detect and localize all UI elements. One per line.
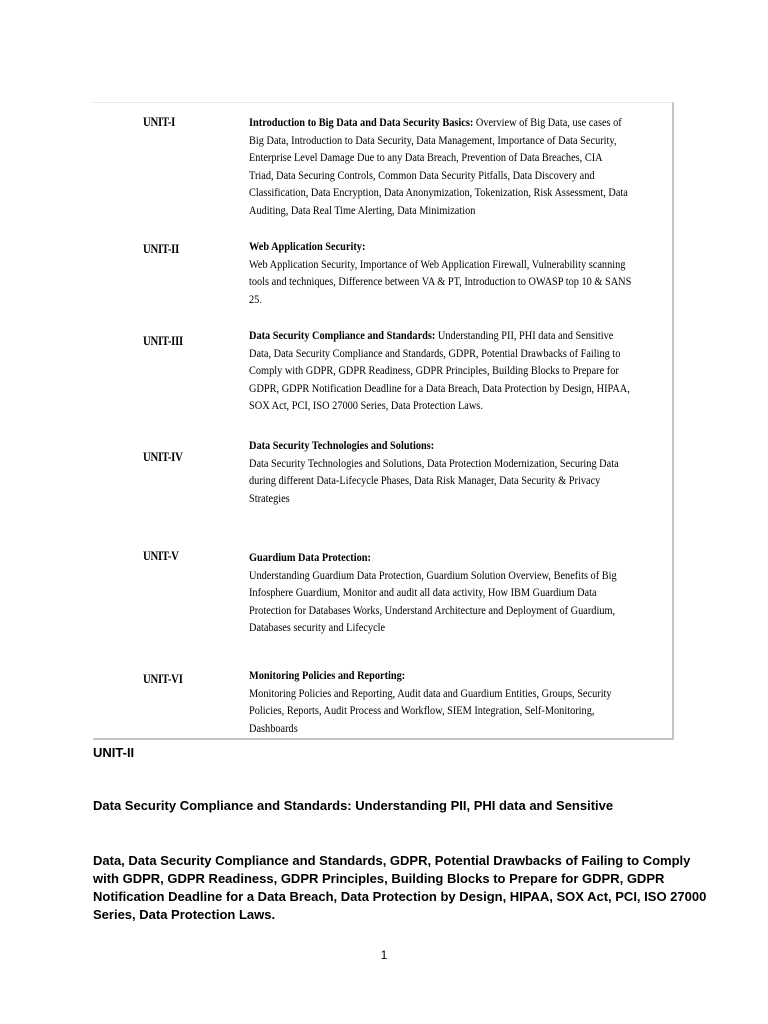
- unit-heading: Introduction to Big Data and Data Security Basics:: [249, 115, 474, 129]
- unit-label: UNIT-I: [143, 115, 176, 129]
- unit-description: Guardium Data Protection: Understanding Guardium Data Protection, Guardium Solution Overview, Benefits of Big Infosphere Guardium, Monitor and audit all data activity, How IBM Guardium Data Protection for Databases Works, Understand Architecture and Deployment of Guardium, Databases security and Lifecycle: [249, 550, 617, 634]
- unit-heading: Monitoring Policies and Reporting:: [249, 668, 406, 682]
- body-paragraph: Data, Data Security Compliance and Standards, GDPR, Potential Drawbacks of Failing to Comply with GDPR, GDPR Readiness, GDPR Principles, Building Blocks to Prepare for GDPR, GDPR Notification Deadline for a Data Breach, Data Protection by Design, HIPAA, SOX Act, PCI, ISO 27000 Series, Data Protection Laws.: [93, 853, 707, 922]
- syllabus-table-image: [93, 102, 674, 740]
- section-title: UNIT-II: [93, 745, 135, 760]
- unit-description: Data Security Compliance and Standards: Understanding PII, PHI data and Sensitive Data, Data Security Compliance and Standards, GDPR, Potential Drawbacks of Failing to Comply with GDPR, GDPR Readiness, GDPR Principles, Building Blocks to Prepare for GDPR, GDPR Notification Deadline for a Data Breach, Data Protection by Design, HIPAA, SOX Act, PCI, ISO 27000 Series, Data Protection Laws.: [249, 328, 630, 412]
- unit-label: UNIT-IV: [143, 450, 183, 464]
- unit-description: Data Security Technologies and Solutions: Data Security Technologies and Solutions, Data Protection Modernization, Securing Data during different Data-Lifecycle Phases, Data Risk Manager, Data Security & Privacy Strategies: [249, 438, 619, 505]
- unit-label: UNIT-VI: [143, 672, 183, 686]
- unit-heading: Guardium Data Protection:: [249, 550, 371, 564]
- page-number: 1: [380, 948, 388, 962]
- unit-label: UNIT-II: [143, 242, 180, 256]
- topic-line: Data Security Compliance and Standards: Understanding PII, PHI data and Sensitive: [93, 798, 614, 813]
- unit-label: UNIT-III: [143, 334, 183, 348]
- unit-label: UNIT-V: [143, 549, 179, 563]
- unit-description: Monitoring Policies and Reporting: Monitoring Policies and Reporting, Audit data and Guardium Entities, Groups, Security Policies, Reports, Audit Process and Workflow, SIEM Integration, Self-Monitoring, Dashboards: [249, 668, 612, 735]
- unit-description: Introduction to Big Data and Data Security Basics: Overview of Big Data, use cases of Big Data, Introduction to Data Security, Data Management, Importance of Data Security, Enterprise Level Damage Due to any Data Breach, Prevention of Data Breaches, CIA Triad, Data Securing Controls, Common Data Security Pitfalls, Data Discovery and Classification, Data Encryption, Data Anonymization, Tokenization, Risk Assessment, Data Auditing, Data Real Time Alerting, Data Minimization: [249, 115, 628, 217]
- unit-heading: Web Application Security:: [249, 239, 366, 253]
- unit-heading: Data Security Technologies and Solutions:: [249, 438, 435, 452]
- unit-description: Web Application Security: Web Application Security, Importance of Web Application Firewall, Vulnerability scanning tools and techniques, Difference between VA & PT, Introduction to OWASP top 10 & SANS 25.: [249, 239, 632, 306]
- unit-heading: Data Security Compliance and Standards:: [249, 328, 436, 342]
